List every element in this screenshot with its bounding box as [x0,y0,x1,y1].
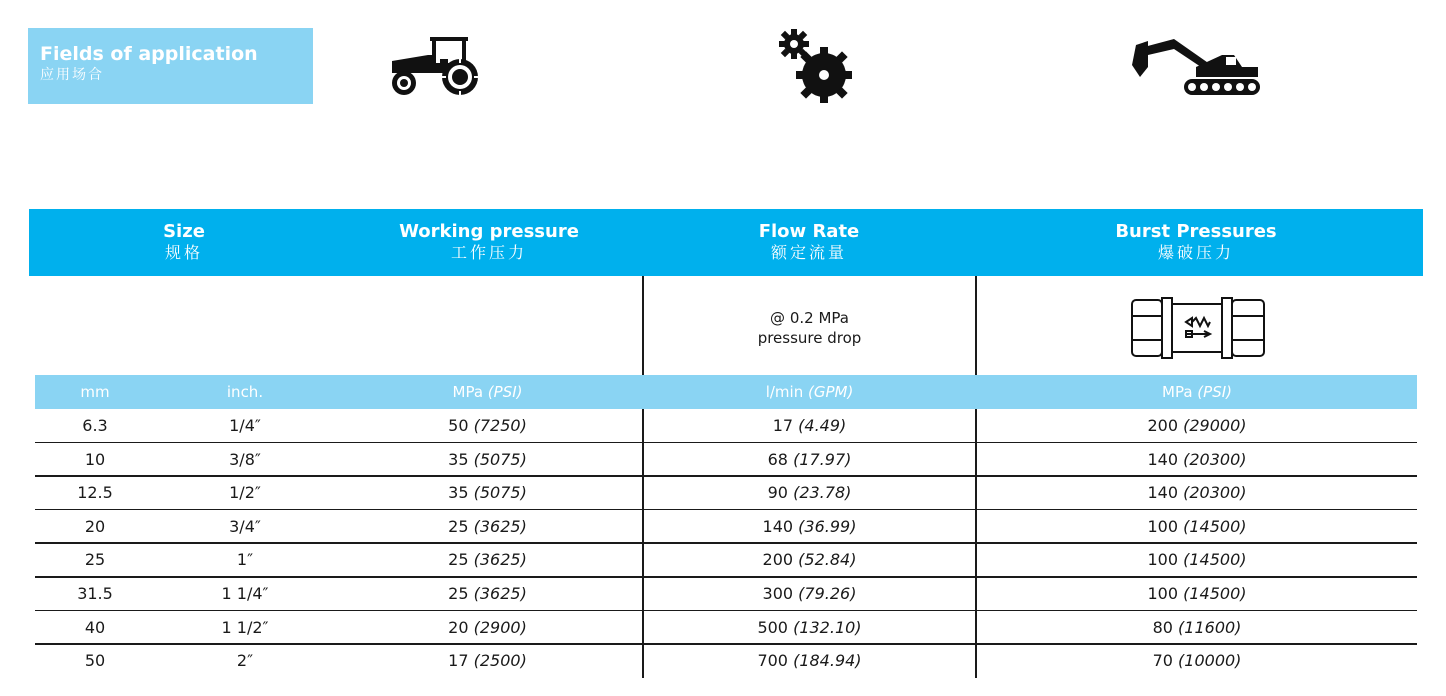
cell-burst-pressure [977,543,1417,576]
unit-flow-alt: (GPM) [807,383,854,401]
flow-note-line-2: pressure drop [757,329,862,347]
cell-wp-psi: (5075) [473,449,527,469]
table-row [35,443,1417,476]
cell-flow-rate [644,409,975,442]
cell-burst-mpa: 70 [1152,651,1173,671]
header-size [29,209,339,276]
cell-flow-rate [644,543,975,576]
table-row [35,543,1417,576]
cell-flow-rate [644,644,975,677]
cell-mm: 6.3 [82,416,108,435]
cell-inch: 3/8″ [229,449,261,469]
table-row [35,577,1417,610]
cell-working-pressure [335,644,640,677]
table-header [29,209,1423,276]
cell-working-pressure [335,476,640,509]
header-flow-rate [644,209,974,276]
cell-wp-mpa: 20 [448,617,469,637]
cell-wp-mpa: 35 [448,449,469,469]
cell-flow-rate [644,611,975,644]
unit-wp-alt: (PSI) [487,383,523,401]
table-row [35,409,1417,442]
cell-working-pressure [335,409,640,442]
excavator-icon [1126,37,1262,101]
cell-wp-psi: (2900) [473,617,527,637]
cell-burst-pressure [977,577,1417,610]
cell-wp-psi: (3625) [473,550,527,570]
cell-flow-rate [644,443,975,476]
check-valve-icon [1130,296,1266,364]
header-burst-pressures-label: Burst Pressures [1115,221,1277,242]
table-row [35,510,1417,543]
cell-flow-gpm: (52.84) [798,550,857,570]
cell-mm: 25 [84,550,106,570]
cell-burst-pressure [977,611,1417,644]
cell-flow-gpm: (17.97) [793,449,852,469]
cell-wp-mpa: 25 [448,550,469,570]
fields-title: Fields of application [40,43,258,65]
cell-burst-mpa: 100 [1147,516,1179,536]
cell-mm: 20 [84,516,106,536]
cell-flow-lmin: 17 [772,416,794,435]
cell-inch: 1 1/4″ [221,584,269,603]
cell-flow-lmin: 700 [757,651,788,671]
cell-wp-psi: (7250) [473,416,527,435]
cell-flow-gpm: (23.78) [793,483,852,503]
cell-wp-mpa: 35 [448,483,469,503]
cell-burst-psi: (11600) [1178,617,1242,637]
cell-flow-gpm: (79.26) [798,584,857,603]
cell-flow-gpm: (36.99) [798,516,857,536]
cell-burst-pressure [977,476,1417,509]
cell-flow-lmin: 200 [762,550,794,570]
table-row [35,476,1417,509]
unit-flow-main: l/min [765,383,804,401]
cell-burst-mpa: 100 [1147,584,1179,603]
cell-wp-mpa: 17 [448,651,469,671]
cell-mm: 12.5 [77,483,113,503]
cell-inch: 1/2″ [229,483,261,503]
cell-working-pressure [335,611,640,644]
cell-burst-mpa: 140 [1147,449,1179,469]
cell-burst-mpa: 100 [1147,550,1179,570]
cell-burst-psi: (29000) [1183,416,1247,435]
header-burst-pressures-label-cn: 爆破压力 [1157,243,1234,262]
header-flow-rate-label: Flow Rate [758,221,860,242]
cell-inch: 1/4″ [229,416,261,435]
cell-burst-psi: (10000) [1178,651,1242,671]
cell-burst-pressure [977,644,1417,677]
cell-flow-rate [644,577,975,610]
cell-burst-mpa: 80 [1152,617,1173,637]
cell-wp-mpa: 50 [448,416,469,435]
cell-burst-mpa: 140 [1147,483,1179,503]
cell-mm: 50 [84,651,106,671]
cell-flow-lmin: 500 [757,617,788,637]
cell-flow-lmin: 300 [762,584,794,603]
header-size-label: Size [163,221,205,242]
cell-inch: 1″ [236,550,254,570]
cell-flow-lmin: 140 [762,516,794,536]
cell-working-pressure [335,510,640,543]
cell-burst-psi: (20300) [1183,483,1247,503]
cell-inch: 2″ [236,651,254,671]
cell-flow-lmin: 68 [767,449,788,469]
header-flow-rate-label-cn: 额定流量 [770,243,847,262]
cell-wp-mpa: 25 [448,516,469,536]
cell-flow-gpm: (184.94) [793,651,862,671]
cell-burst-pressure [977,443,1417,476]
fields-subtitle: 应用场合 [40,67,104,83]
fields-of-application-box [28,28,313,104]
header-burst-pressures [976,209,1416,276]
cell-burst-pressure [977,409,1417,442]
header-working-pressure [339,209,639,276]
gears-icon [778,27,856,109]
unit-burst-main: MPa [1162,383,1193,401]
cell-wp-mpa: 25 [448,584,469,603]
unit-working-pressure [335,375,640,409]
table-row [35,611,1417,644]
cell-flow-gpm: (4.49) [798,416,847,435]
header-working-pressure-label-cn: 工作压力 [450,243,527,262]
cell-flow-rate [644,510,975,543]
cell-mm: 10 [84,449,106,469]
cell-flow-gpm: (132.10) [793,617,862,637]
cell-working-pressure [335,443,640,476]
cell-burst-pressure [977,510,1417,543]
unit-mm: mm [80,383,110,401]
cell-wp-psi: (3625) [473,584,527,603]
flow-rate-note [644,308,975,348]
unit-inch: inch. [226,383,264,401]
cell-wp-psi: (5075) [473,483,527,503]
cell-burst-mpa: 200 [1147,416,1179,435]
cell-burst-psi: (14500) [1183,516,1247,536]
unit-burst-pressure [977,375,1417,409]
unit-row [35,375,1417,409]
tractor-icon [388,33,484,103]
cell-flow-lmin: 90 [767,483,788,503]
cell-inch: 3/4″ [229,516,261,536]
cell-wp-psi: (2500) [473,651,527,671]
unit-wp-main: MPa [452,383,484,401]
cell-mm: 31.5 [77,584,113,603]
flow-note-line-1: @ 0.2 MPa [770,309,849,327]
cell-flow-rate [644,476,975,509]
cell-working-pressure [335,577,640,610]
unit-flow-rate [644,375,975,409]
cell-burst-psi: (14500) [1183,584,1247,603]
header-size-label-cn: 规格 [164,243,203,262]
cell-burst-psi: (20300) [1183,449,1247,469]
table-row [35,644,1417,677]
header-working-pressure-label: Working pressure [399,221,579,242]
unit-burst-alt: (PSI) [1197,383,1232,401]
cell-working-pressure [335,543,640,576]
cell-mm: 40 [84,617,106,637]
cell-inch: 1 1/2″ [221,617,269,637]
cell-burst-psi: (14500) [1183,550,1247,570]
cell-wp-psi: (3625) [473,516,527,536]
